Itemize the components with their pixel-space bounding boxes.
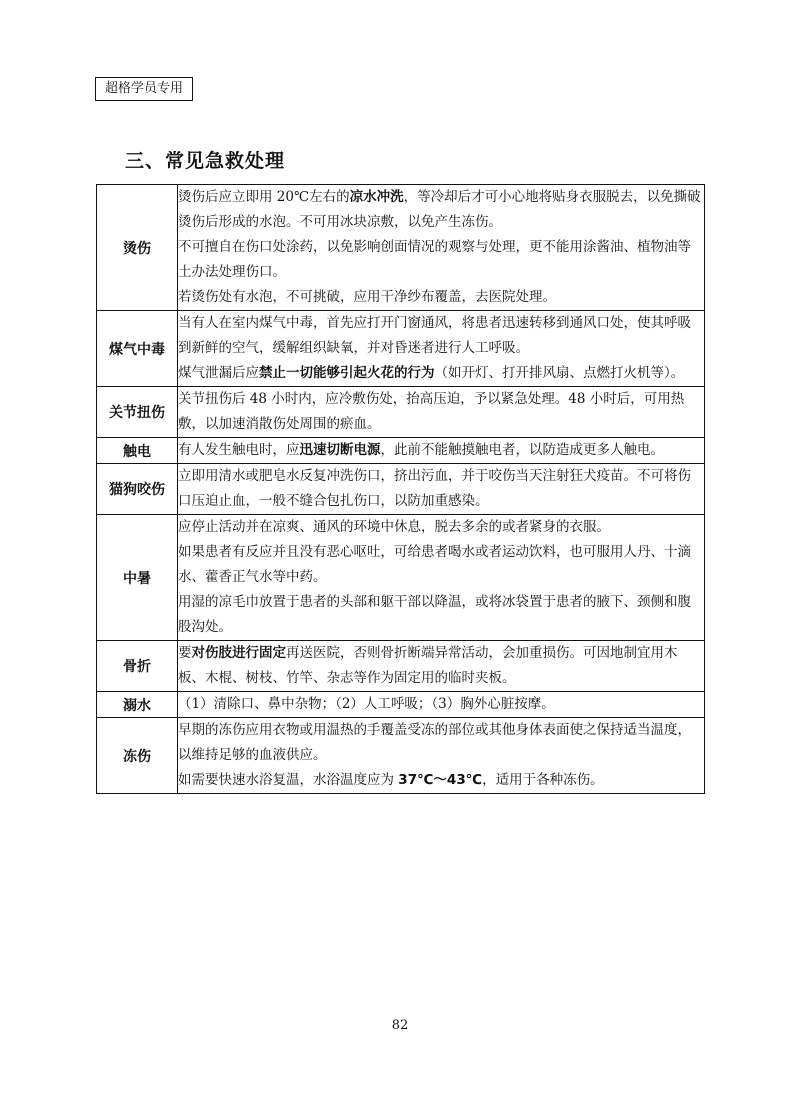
emphasis-text: 迅速切断电源 [299, 442, 381, 458]
description-paragraph [178, 464, 704, 514]
row-category: 烫伤 [97, 185, 178, 311]
paragraph-text: （1）清除口、鼻中杂物；（2）人工呼吸；（3）胸外心脏按摩。 [178, 696, 555, 712]
first-aid-table-body [97, 185, 705, 794]
paragraph-text: 烫伤后应立即用 20℃左右的 [178, 189, 350, 205]
member-only-stamp: 超格学员专用 [95, 77, 193, 101]
description-paragraph [178, 185, 704, 235]
table-row [97, 185, 705, 311]
paragraph-text: 用湿的凉毛巾放置于患者的头部和躯干部以降温，或将冰袋置于患者的腋下、颈侧和腹股沟处。 [178, 594, 691, 635]
paragraph-text: 如果患者有反应并且没有恶心呕吐，可给患者喝水或者运动饮料，也可服用人丹、十滴水、藿香正气水等中药。 [178, 544, 691, 585]
row-description [178, 438, 705, 464]
paragraph-text: ，适用于各种冻伤。 [482, 772, 604, 788]
paragraph-text: （如开灯、打开排风扇、点燃打火机等）。 [434, 365, 685, 381]
emphasis-text: 禁止一切能够引起火花的行为 [259, 365, 435, 381]
emphasis-text: 对伤肢进行固定 [191, 645, 286, 661]
description-paragraph [178, 515, 704, 540]
table-row [97, 387, 705, 438]
paragraph-text: 再送医院，否则骨折断端异常活动，会加重损伤。可因地制宜用木板、木棍、树枝、竹竿、杂志等作为固定用的临时夹板。 [178, 645, 678, 686]
table-row [97, 311, 705, 387]
paragraph-text: 关节扭伤后 48 小时内，应冷敷伤处，抬高压迫，予以紧急处理。48 小时后，可用热敷，以加速消散伤处周围的瘀血。 [178, 391, 685, 432]
table-row [97, 718, 705, 794]
row-description [178, 185, 705, 311]
row-description [178, 387, 705, 438]
paragraph-text: 早期的冻伤应用衣物或用温热的手覆盖受冻的部位或其他身体表面使之保持适当温度，以维持足够的血液供应。 [178, 722, 691, 763]
table-row [97, 641, 705, 692]
row-category: 触电 [97, 438, 178, 464]
description-paragraph [178, 387, 704, 437]
paragraph-text: 应停止活动并在凉爽、通风的环境中休息，脱去多余的或者紧身的衣服。 [178, 519, 610, 535]
first-aid-table [96, 184, 705, 794]
description-paragraph [178, 235, 704, 285]
paragraph-text: 如需要快速水浴复温，水浴温度应为 [178, 772, 399, 788]
section-heading: 三、常见急救处理 [125, 150, 286, 172]
description-paragraph [178, 540, 704, 590]
description-paragraph [178, 361, 704, 386]
paragraph-text: 若烫伤处有水泡，不可挑破，应用干净纱布覆盖，去医院处理。 [178, 289, 556, 305]
table-row [97, 464, 705, 515]
paragraph-text: 要 [178, 645, 192, 661]
description-paragraph [178, 311, 704, 361]
description-paragraph [178, 718, 704, 768]
description-paragraph [178, 590, 704, 640]
row-category: 煤气中毒 [97, 311, 178, 387]
row-description [178, 718, 705, 794]
row-category: 中暑 [97, 515, 178, 641]
row-description [178, 641, 705, 692]
paragraph-text: ，此前不能触摸触电者，以防造成更多人触电。 [380, 442, 664, 458]
description-paragraph [178, 768, 704, 793]
table-row [97, 438, 705, 464]
paragraph-text: 立即用清水或肥皂水反复冲洗伤口，挤出污血，并于咬伤当天注射狂犬疫苗。不可将伤口压迫止血，一般不缝合包扎伤口，以防加重感染。 [178, 468, 691, 509]
row-description [178, 464, 705, 515]
row-category: 关节扭伤 [97, 387, 178, 438]
row-category: 骨折 [97, 641, 178, 692]
row-description [178, 692, 705, 718]
row-category: 猫狗咬伤 [97, 464, 178, 515]
description-paragraph [178, 285, 704, 310]
emphasis-text: 37℃～43℃ [398, 772, 483, 788]
paragraph-text: 煤气泄漏后应 [178, 365, 259, 381]
row-category: 溺水 [97, 692, 178, 718]
description-paragraph [178, 641, 704, 691]
table-row [97, 692, 705, 718]
description-paragraph [178, 692, 704, 717]
description-paragraph [178, 438, 704, 463]
paragraph-text: 当有人在室内煤气中毒，首先应打开门窗通风，将患者迅速转移到通风口处，使其呼吸到新鲜的空气，缓解组织缺氧，并对昏迷者进行人工呼吸。 [178, 315, 691, 356]
row-description [178, 515, 705, 641]
row-description [178, 311, 705, 387]
page-number: 82 [391, 1018, 409, 1033]
paragraph-text: ，等冷却后才可小心地将贴身衣服脱去，以免撕破烫伤后形成的水泡。不可用冰块凉敷，以免产生冻伤。 [178, 189, 701, 230]
table-row [97, 515, 705, 641]
paragraph-text: 不可擅自在伤口处涂药，以免影响创面情况的观察与处理，更不能用涂酱油、植物油等土办法处理伤口。 [178, 239, 691, 280]
paragraph-text: 有人发生触电时，应 [178, 442, 300, 458]
emphasis-text: 凉水冲洗 [349, 189, 404, 205]
row-category: 冻伤 [97, 718, 178, 794]
